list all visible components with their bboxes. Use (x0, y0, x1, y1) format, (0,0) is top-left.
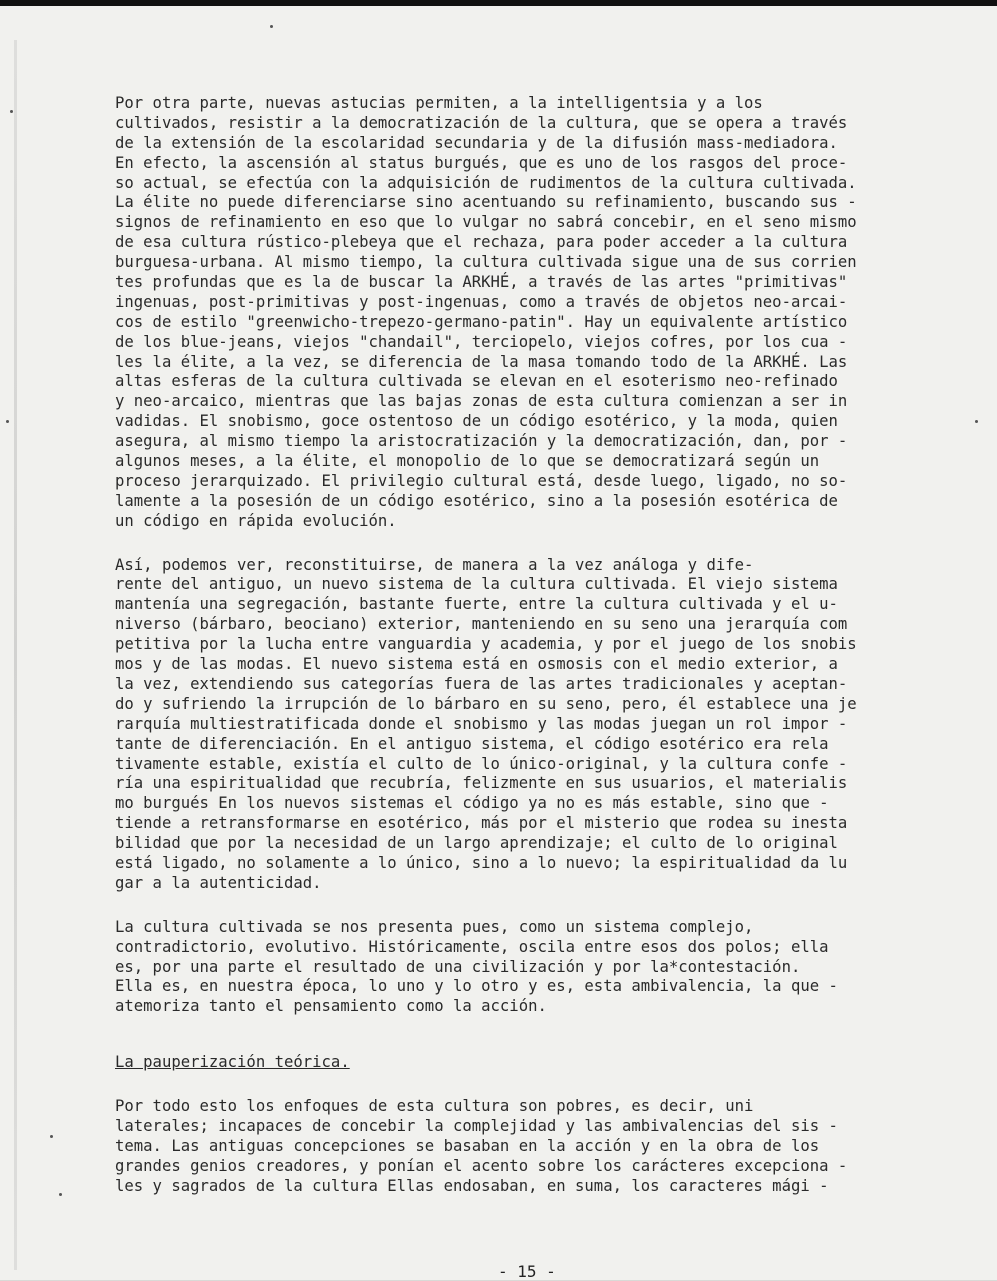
text-line: burguesa-urbana. Al mismo tiempo, la cultura cultivada sigue una de sus corrien (115, 253, 857, 272)
text-line: La cultura cultivada se nos presenta pues, como un sistema complejo, (115, 917, 754, 936)
text-line: bilidad que por la necesidad de un largo aprendizaje; el culto de lo original (115, 834, 838, 853)
text-line: tante de diferenciación. En el antiguo sistema, el código esotérico era rela (115, 734, 829, 753)
text-line: mos y de las modas. El nuevo sistema está en osmosis con el medio exterior, a (115, 655, 838, 674)
text-line: Por todo esto los enfoques de esta cultura son pobres, es decir, uni (115, 1097, 754, 1116)
text-line: mantenía una segregación, bastante fuerte, entre la cultura cultivada y el u- (115, 595, 838, 614)
text-line: so actual, se efectúa con la adquisición de rudimentos de la cultura cultivada. (115, 173, 857, 192)
scan-speck (975, 420, 978, 423)
text-line: es, por una parte el resultado de una civilización y por la*contestación. (115, 957, 801, 976)
text-line: atemoriza tanto el pensamiento como la acción. (115, 997, 547, 1016)
text-line: rente del antiguo, un nuevo sistema de la cultura cultivada. El viejo sistema (115, 575, 838, 594)
text-line: les la élite, a la vez, se diferencia de la masa tomando todo de la ARKHÉ. Las (115, 352, 848, 371)
scan-speck (6, 420, 9, 423)
scan-speck (59, 1193, 62, 1196)
text-line: niverso (bárbaro, beociano) exterior, manteniendo en su seno una jerarquía com (115, 615, 848, 634)
text-line: tes profundas que es la de buscar la ARKHÉ, a través de las artes "primitivas" (115, 273, 848, 292)
page-binding-edge (14, 40, 17, 1270)
text-line: contradictorio, evolutivo. Históricamente, oscila entre esos dos polos; ella (115, 937, 829, 956)
text-line: de los blue-jeans, viejos "chandail", terciopelo, viejos cofres, por los cua - (115, 332, 848, 351)
paragraph-3 (115, 918, 925, 1017)
text-line: mo burgués En los nuevos sistemas el código ya no es más estable, sino que - (115, 794, 829, 813)
text-line: algunos meses, a la élite, el monopolio de lo que se democratizará según un (115, 452, 820, 471)
text-line: está ligado, no solamente a lo único, sino a lo nuevo; la espiritualidad da lu (115, 853, 848, 872)
text-line: proceso jerarquizado. El privilegio cultural está, desde luego, ligado, no so- (115, 471, 848, 490)
text-line: signos de refinamiento en eso que lo vulgar no sabrá concebir, en el seno mismo (115, 213, 857, 232)
text-line: Ella es, en nuestra época, lo uno y lo otro y es, esta ambivalencia, la que - (115, 977, 838, 996)
text-line: tiende a retransformarse en esotérico, más por el misterio que rodea su inesta (115, 814, 848, 833)
page-number: - 15 - (498, 1262, 556, 1281)
text-line: vadidas. El snobismo, goce ostentoso de un código esotérico, y la moda, quien (115, 412, 838, 431)
scan-speck (270, 25, 273, 28)
text-line: grandes genios creadores, y ponían el acento sobre los carácteres excepciona - (115, 1156, 848, 1175)
document-body (115, 94, 925, 1221)
text-line: un código en rápida evolución. (115, 511, 397, 530)
text-line: tivamente estable, existía el culto de lo único-original, y la cultura confe - (115, 754, 848, 773)
text-line: tema. Las antiguas concepciones se basaban en la acción y en la obra de los (115, 1136, 820, 1155)
text-line: ría una espiritualidad que recubría, felizmente en sus usuarios, el materialis (115, 774, 848, 793)
text-line: cos de estilo "greenwicho-trepezo-germano-patin". Hay un equivalente artístico (115, 312, 848, 331)
text-line: altas esferas de la cultura cultivada se elevan en el esoterismo neo-refinado (115, 372, 838, 391)
text-line: Por otra parte, nuevas astucias permiten, a la intelligentsia y a los (115, 94, 763, 112)
text-line: asegura, al mismo tiempo la aristocratización y la democratización, dan, por - (115, 432, 848, 451)
text-line: de la extensión de la escolaridad secundaria y de la difusión mass-mediadora. (115, 133, 838, 152)
text-line: Así, podemos ver, reconstituirse, de manera a la vez análoga y dife- (115, 555, 754, 574)
paragraph-2 (115, 556, 925, 894)
text-line: La élite no puede diferenciarse sino acentuando su refinamiento, buscando sus - (115, 193, 857, 212)
text-line: rarquía multiestratificada donde el snobismo y las modas juegan un rol impor - (115, 714, 848, 733)
paragraph-1 (115, 94, 925, 532)
scan-speck (10, 110, 13, 113)
text-line: les y sagrados de la cultura Ellas endosaban, en suma, los caracteres mági - (115, 1176, 829, 1195)
text-line: la vez, extendiendo sus categorías fuera de las artes tradicionales y aceptan- (115, 674, 848, 693)
text-line: petitiva por la lucha entre vanguardia y academia, y por el juego de los snobis (115, 635, 857, 654)
text-line: En efecto, la ascensión al status burgués, que es uno de los rasgos del proce- (115, 153, 848, 172)
text-line: lamente a la posesión de un código esotérico, sino a la posesión esotérica de (115, 491, 838, 510)
text-line: ingenuas, post-primitivas y post-ingenuas, como a través de objetos neo-arcai- (115, 292, 848, 311)
text-line: cultivados, resistir a la democratización de la cultura, que se opera a través (115, 113, 848, 132)
section-heading: La pauperización teórica. (115, 1053, 350, 1072)
text-line: laterales; incapaces de concebir la complejidad y las ambivalencias del sis - (115, 1116, 838, 1135)
text-line: de esa cultura rústico-plebeya que el rechaza, para poder acceder a la cultura (115, 233, 848, 252)
text-line: y neo-arcaico, mientras que las bajas zonas de esta cultura comienzan a ser in (115, 392, 848, 411)
text-line: do y sufriendo la irrupción de lo bárbaro en su seno, pero, él establece una je (115, 694, 857, 713)
scan-speck (50, 1135, 53, 1138)
text-line: gar a la autenticidad. (115, 873, 322, 892)
paragraph-4 (115, 1097, 925, 1196)
